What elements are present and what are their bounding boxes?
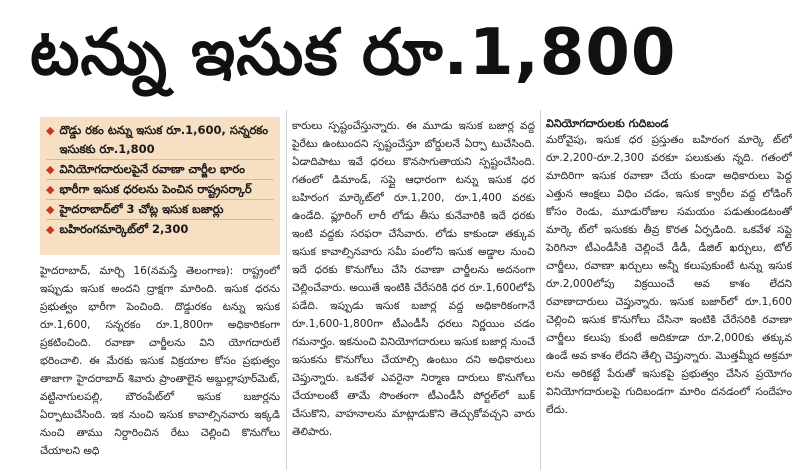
article-text: హైదరాబాద్, మార్చి 16(నమస్తే తెలంగాణ): రాష్ట్రంలో ఇప్పుడు ఇసుక అందని ద్రాక్షగా మారింది. ఇసుక ధరను ప్రభుత్వం భారీగా పెంచింది. దొడ్డురకం టన్ను ఇసుక రూ.1,600, సన్నరకం రూ.1,800గా అధికారికంగా ప్రకటించింది. రవాణా చార్జీలను విని యోగదారులే భరించాలి. ఈ మేరకు ఇసుక విక్రయాల కోసం ప్రభుత్వం తాజాగా హైదరాబాద్ శివారు ప్రాంతాలైన అబ్దుల్లాపూర్‌మెట్, వట్టినాగులపల్లి, బౌరంపేట్‌లో ఇసుక బజార్లను ఏర్పాటుచేసింది. ఇక నుంచి ఇసుక కావాల్సినవారు ఇక్కడి నుంచి తాము నిర్దారించిన రేటు చెల్లించి కొనుగోలు చేయాలని అధి <box>40 265 280 457</box>
highlight-item <box>46 121 274 160</box>
bullet-icon: ◆ <box>46 203 55 216</box>
article-text: కారులు స్పష్టంచేస్తున్నారు. ఈ మూడు ఇసుక బజార్ల వద్ద పైరేటు ఉంటుందని స్పష్టంచేస్తూ బోర్డులనే ఏర్పా టుచేసింది. ఏడాదిపాటు ఇవే ధరలు కొనసాగుతాయని స్పష్టంచేసింది. గతంలో డిమాండ్, సప్లై ఆధారంగా టన్ను ఇసుక ధర బహిరంగ మార్కెట్‌లో రూ.1,200, రూ.1,400 వరకు ఉండేది. ఫ్లూరింగ్ లారీ లోడు తీసు కునేవారికి ఇదే ధరకు ఇంటి వద్దకు సరఫరా చేసేవారు. లోడు కాకుండా తక్కువ ఇసుక కావాల్సినవారు సమీ పంలోని ఇసుక అడ్డాల నుంచి ఇదే ధరకు కొనుగోలు చేసి రవాణా చార్జీలను అదనంగా చెల్లించేవారు. అయితే ఇంటికి చేరేసరికి ధర రూ.1,600లోపే పడేది. ఇప్పుడు ఇసుక బజార్ల వద్ద అధికారికంగానే రూ.1,600-1,800గా టీఎండీసీ ధరలు నిర్ణయిం చడం గమనార్హం. ఇకనుంచి వినియోగదారులు ఇసుక బజార్ల నుంచే ఇసుకను కొనుగోలు చేయాల్సి ఉంటుం దని అధికారులు చెప్తున్నారు. ఒకవేళ ఎవరైనా నిర్మాణ దారులు కొనుగోలు చేయాలంటే తామే సొంతంగా టీఎండీసీ పోర్టల్‌లో బుక్ చేసుకొని, వాహనాలను మాట్లాడుకొని తెచ్చుకోవచ్చని వారు తెలిపారు. <box>292 120 535 438</box>
highlight-item <box>46 160 274 180</box>
article-column-3 <box>546 117 792 469</box>
bullet-icon: ◆ <box>46 163 55 176</box>
column-divider <box>286 110 287 470</box>
highlight-item <box>46 200 274 220</box>
highlight-text: భారీగా ఇసుక ధరలను పెంచిన రాష్ట్రసర్కార్ <box>59 182 252 196</box>
highlights-box <box>40 117 280 255</box>
highlight-item <box>46 180 274 200</box>
article-text: మరోవైపు, ఇసుక ధర ప్రస్తుతం బహిరంగ మార్కె ట్‌లో రూ.2,200-రూ.2,300 వరకూ పలుకుతు న్నది. గతంలో మాదిరిగా ఇసుక రవాణా చేయ కుండా అధికారులు పెద్ద ఎత్తున ఆంక్షలు విధిం చడం, ఇసుక క్వారీల వద్ద లోడింగ్ కోసం రెండు, మూడురోజుల సమయం పడుతుండటంతో మార్కె ట్‌లో ఇసుకకు తీవ్ర కొరత ఏర్పడింది. ఒకవేళ సప్లై పెరిగినా టీఎండీసీకి చెల్లించే డీడీ, డీజిల్ ఖర్చులు, టోల్ చార్జీలు, రవాణా ఖర్చులు అన్నీ కలుపుకుంటే టన్ను ఇసుక రూ.2,000లోపు విక్రయించే అవ కాశం లేదని రవాణాదారులు చెప్తున్నారు. ఇసుక బజార్‌లో రూ.1,600 చెల్లించి ఇసుక కొనుగోలు చేసినా ఇంటికి చేరేసరికి రవాణా చార్జీలు కలుపు కుంటే అదికూడా రూ.2,000కు తక్కువ ఉండే అవ కాశం లేదని తేల్చి చెప్తున్నారు. మొత్తమ్మీద అక్రమా లను అరికట్టే పేరుతో ఇసుకపై ప్రభుత్వం చేసిన ప్రయోగం వినియోగదారులపై గుదిబండగా మారిం దనడంలో సందేహం లేదు. <box>546 134 792 416</box>
bullet-icon: ◆ <box>46 223 55 236</box>
article-column-2 <box>292 117 535 469</box>
highlight-text: హైదరాబాద్‌లో 3 చోట్ల ఇసుక బజార్లు <box>59 202 224 216</box>
bullet-icon: ◆ <box>46 183 55 196</box>
highlight-text: దొడ్డు రకం టన్ను ఇసుక రూ.1,600, సన్నరకం ఇసుకకు రూ.1,800 <box>59 123 269 156</box>
bullet-icon: ◆ <box>46 124 55 137</box>
subheading: వినియోగదారులకు గుదిబండ <box>546 117 669 130</box>
highlight-text: బహిరంగమార్కెట్‌లో 2,300 <box>59 222 189 236</box>
highlight-item <box>46 220 274 239</box>
headline: టన్ను ఇసుక రూ.1,800 <box>30 16 677 90</box>
article-column-1 <box>40 262 280 467</box>
highlight-text: వినియోగదారులపైనే రవాణా చార్జీల భారం <box>59 162 245 176</box>
column-divider <box>540 110 541 470</box>
